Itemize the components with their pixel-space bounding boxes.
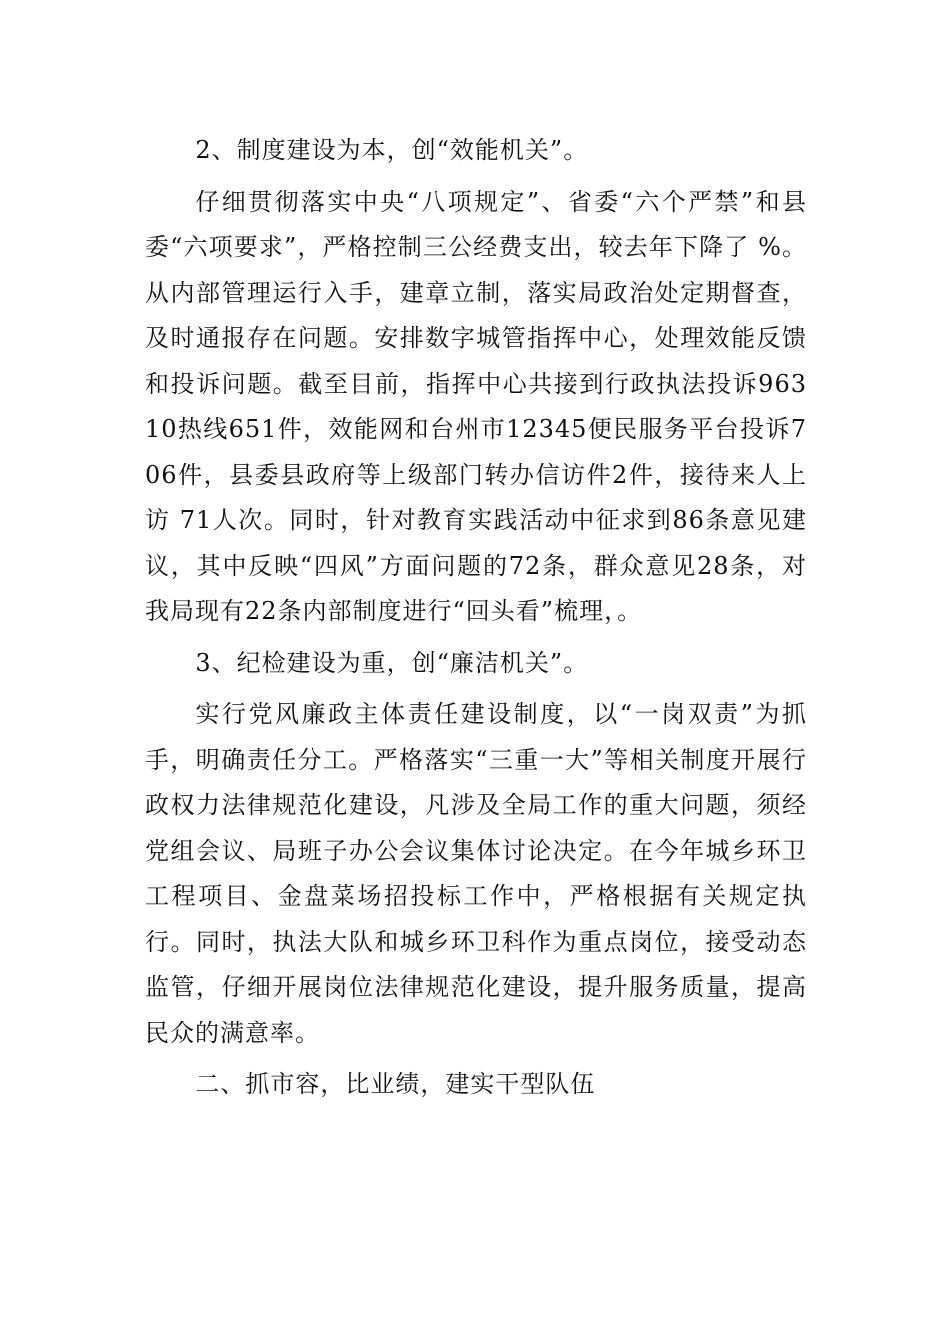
section-paragraph-3: 实行党风廉政主体责任建设制度，以“一岗双责”为抓手，明确责任分工。严格落实“三重一大”等相关制度开展行政权力法律规范化建设，凡涉及全局工作的重大问题，须经党组会议、局班子办公会议集体讨论决定。在今年城乡环卫工程项目、金盘菜场招投标工作中，严格根据有关规定执行。同时，执法大队和城乡环卫科作为重点岗位，接受动态监管，仔细开展岗位法律规范化建设，提升服务质量，提高民众的满意率。 <box>145 700 807 1047</box>
section-heading-2: 2、制度建设为本，创“效能机关”。 <box>195 136 589 164</box>
section-heading-3: 3、纪检建设为重，创“廉洁机关”。 <box>195 648 589 677</box>
document-body <box>145 128 807 1108</box>
section-paragraph-2: 仔细贯彻落实中央“八项规定”、省委“六个严禁”和县委“六项要求”，严格控制三公经费支出，较去年下降了 %。从内部管理运行入手，建章立制，落实局政治处定期督查，及时通报存在问题。安排数字城管指挥中心，处理效能反馈和投诉问题。截至目前，指挥中心共接到行政执法投诉96310热线651件，效能网和台州市12345便民服务平台投诉706件，县委县政府等上级部门转办信访件2件，接待来人上访 71人次。同时，针对教育实践活动中征求到86条意见建议，其中反映“四风”方面问题的72条，群众意见28条，对我局现有22条内部制度进行“回头看”梳理，。 <box>145 187 807 625</box>
chapter-heading-2: 二、抓市容，比业绩，建实干型队伍 <box>195 1070 596 1098</box>
